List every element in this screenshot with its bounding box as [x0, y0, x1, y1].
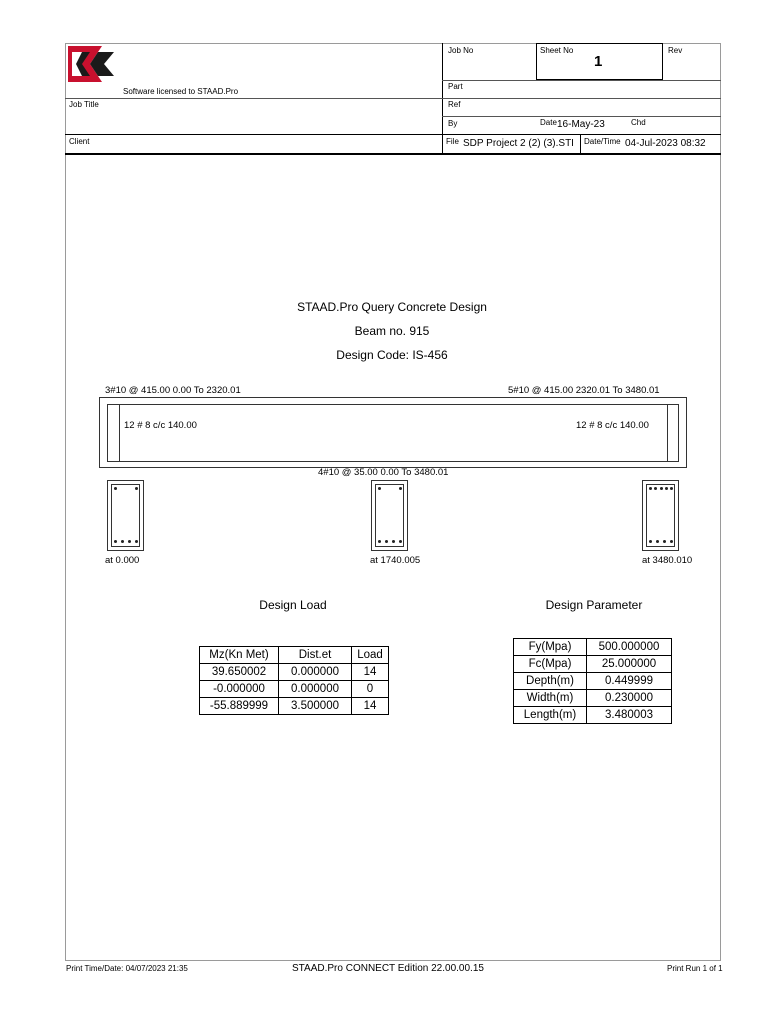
rev-label: Rev — [668, 46, 683, 55]
table-cell: 14 — [352, 664, 389, 681]
param-value: 25.000000 — [587, 656, 672, 673]
table-cell: 0.000000 — [279, 681, 352, 698]
table-cell: 0 — [352, 681, 389, 698]
query-title: STAAD.Pro Query Concrete Design — [297, 300, 487, 314]
datetime-value: 04-Jul-2023 08:32 — [625, 138, 706, 149]
header-cell: Load — [352, 647, 389, 664]
stirrup-line — [119, 404, 120, 462]
print-time: Print Time/Date: 04/07/2023 21:35 — [66, 964, 188, 973]
rebar-dot — [656, 540, 659, 543]
sheet-no-value: 1 — [594, 53, 603, 70]
rebar-dot — [399, 540, 402, 543]
table-cell: 39.650002 — [200, 664, 279, 681]
table-cell: -55.889999 — [200, 698, 279, 715]
param-value: 500.000000 — [587, 639, 672, 656]
rebar-dot — [670, 540, 673, 543]
param-value: 0.449999 — [587, 673, 672, 690]
date-label: Date — [540, 118, 557, 127]
top-left-bars: 3#10 @ 415.00 0.00 To 2320.01 — [105, 385, 241, 396]
table-row — [514, 707, 672, 724]
company-logo — [68, 46, 116, 82]
header-cell: Mz(Kn Met) — [200, 647, 279, 664]
rebar-dot — [135, 487, 138, 490]
section-0-core — [111, 484, 140, 547]
header-cell: Dist.et — [279, 647, 352, 664]
bottom-bars: 4#10 @ 35.00 0.00 To 3480.01 — [318, 467, 449, 478]
header-rule — [65, 98, 721, 99]
beam-number: Beam no. 915 — [354, 324, 430, 338]
rebar-dot — [114, 540, 117, 543]
table-cell: 14 — [352, 698, 389, 715]
param-name: Length(m) — [514, 707, 587, 724]
stirrup-line — [667, 404, 668, 462]
rebar-dot — [385, 540, 388, 543]
design-load-table — [199, 646, 389, 715]
rebar-dot — [649, 487, 652, 490]
rebar-dot — [378, 540, 381, 543]
rebar-dot — [135, 540, 138, 543]
table-header-row — [200, 647, 389, 664]
client-label: Client — [69, 137, 90, 146]
table-cell: 3.500000 — [279, 698, 352, 715]
rebar-dot — [378, 487, 381, 490]
edition: STAAD.Pro CONNECT Edition 22.00.00.15 — [292, 963, 484, 974]
rebar-dot — [660, 487, 663, 490]
header-rule — [65, 134, 721, 135]
table-cell: -0.000000 — [200, 681, 279, 698]
file-label: File — [446, 137, 459, 146]
beam-core — [107, 404, 679, 462]
rebar-dot — [128, 540, 131, 543]
print-run: Print Run 1 of 1 — [667, 964, 723, 973]
sheet-no-label: Sheet No — [540, 46, 574, 55]
table-row — [514, 690, 672, 707]
header-rule — [442, 80, 721, 81]
param-name: Depth(m) — [514, 673, 587, 690]
design-parameter-table — [513, 638, 672, 724]
datetime-label: Date/Time — [584, 137, 621, 146]
rebar-dot — [114, 487, 117, 490]
param-value: 3.480003 — [587, 707, 672, 724]
param-name: Fy(Mpa) — [514, 639, 587, 656]
table-row — [514, 639, 672, 656]
file-value: SDP Project 2 (2) (3).STI — [463, 138, 574, 149]
header-divider — [580, 134, 581, 153]
job-no-label: Job No — [448, 46, 474, 55]
section-1-core — [375, 484, 404, 547]
by-label: By — [448, 119, 458, 128]
right-stirrups: 12 # 8 c/c 140.00 — [576, 420, 649, 431]
rebar-dot — [649, 540, 652, 543]
ref-label: Ref — [448, 100, 461, 109]
table-row — [200, 681, 389, 698]
section-0-label: at 0.000 — [105, 555, 140, 566]
date-value: 16-May-23 — [557, 119, 605, 130]
rebar-dot — [399, 487, 402, 490]
design-load-title: Design Load — [259, 598, 327, 612]
section-1-label: at 1740.005 — [370, 555, 421, 566]
design-parameter-title: Design Parameter — [545, 598, 643, 612]
rebar-dot — [121, 540, 124, 543]
job-title-label: Job Title — [69, 100, 99, 109]
table-row — [200, 664, 389, 681]
part-label: Part — [448, 82, 463, 91]
design-code: Design Code: IS-456 — [336, 348, 448, 362]
left-stirrups: 12 # 8 c/c 140.00 — [124, 420, 197, 431]
rebar-dot — [392, 540, 395, 543]
chd-label: Chd — [631, 118, 646, 127]
header-rule — [442, 116, 721, 117]
rebar-dot — [665, 487, 668, 490]
section-2-label: at 3480.010 — [642, 555, 693, 566]
licensed-text: Software licensed to STAAD.Pro — [123, 87, 239, 96]
header-bottom-rule — [65, 153, 721, 155]
param-value: 0.230000 — [587, 690, 672, 707]
param-name: Fc(Mpa) — [514, 656, 587, 673]
table-cell: 0.000000 — [279, 664, 352, 681]
top-right-bars: 5#10 @ 415.00 2320.01 To 3480.01 — [508, 385, 660, 396]
table-row — [514, 656, 672, 673]
section-2-core — [646, 484, 675, 547]
param-name: Width(m) — [514, 690, 587, 707]
rebar-dot — [663, 540, 666, 543]
table-row — [514, 673, 672, 690]
rebar-dot — [670, 487, 673, 490]
table-row — [200, 698, 389, 715]
